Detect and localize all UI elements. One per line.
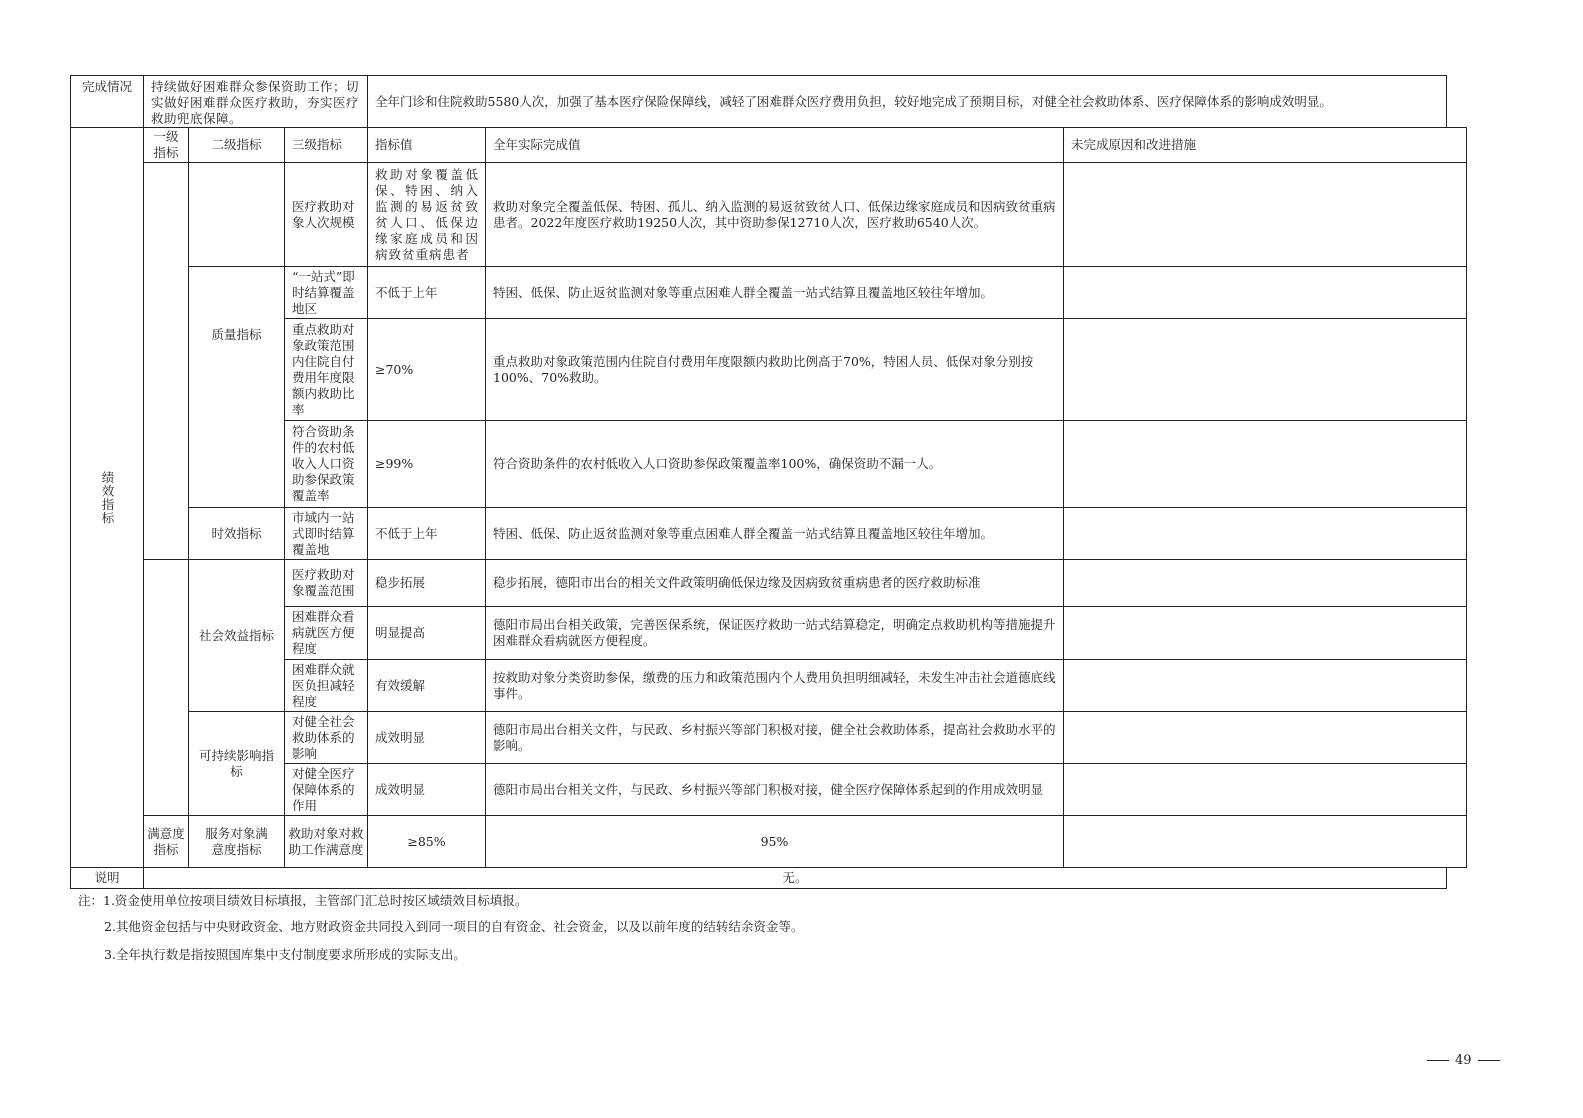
- row-actual: 特困、低保、防止返贫监测对象等重点困难人群全覆盖一站式结算且覆盖地区较往年增加。: [493, 525, 994, 541]
- section-label-text: 绩效指标: [100, 470, 115, 525]
- note-1: 注：1.资金使用单位按项目绩效目标填报，主管部门汇总时按区域绩效目标填报。: [78, 893, 528, 908]
- header-l1: 一级指标: [153, 129, 179, 160]
- row-l3: “一站式”即时结算覆盖地区: [292, 268, 355, 316]
- row-l3: 符合资助条件的农村低收入人口资助参保政策覆盖率: [292, 424, 355, 503]
- row-value: 不低于上年: [375, 284, 438, 300]
- row-actual: 救助对象完全覆盖低保、特困、孤儿、纳入监测的易返贫致贫人口、低保边缘家庭成员和因病致贫重病患者。2022年度医疗救助19250人次，其中资助参保12710人次，医疗救助6540人次。: [493, 198, 1056, 230]
- row-value: 有效缓解: [375, 677, 426, 693]
- group-sustain: 可持续影响指标: [198, 747, 274, 779]
- group-quality: 质量指标: [211, 327, 262, 342]
- summary-goal: 持续做好困难群众参保资助工作；切实做好困难群众医疗救助，夯实医疗救助兜底保障。: [151, 79, 360, 126]
- row-value: ≥70%: [375, 361, 414, 377]
- page-number-dash-right: [1478, 1060, 1500, 1061]
- note-2: 2.其他资金包括与中央财政资金、地方财政资金共同投入到同一项目的自有资金、社会资金，以及以前年度的结转结余资金等。: [104, 919, 804, 934]
- header-actual: 全年实际完成值: [493, 137, 581, 152]
- row-l3: 市域内一站式即时结算覆盖地: [292, 509, 355, 557]
- header-l2: 二级指标: [211, 137, 262, 152]
- row-reason: [1064, 319, 1466, 420]
- section-label: [71, 128, 143, 867]
- row-reason: [1064, 508, 1466, 559]
- summary-result: 全年门诊和住院救助5580人次，加强了基本医疗保险保障线，减轻了困难群众医疗费用负担，较好地完成了预期目标，对健全社会救助体系、医疗保障体系的影响成效明显。: [375, 93, 1332, 109]
- row-actual: 德阳市局出台相关政策，完善医保系统，保证医疗救助一站式结算稳定，明确定点救助机构等措施提升困难群众看病就医方便程度。: [493, 617, 1056, 648]
- header-reason: 未完成原因和改进措施: [1071, 137, 1197, 152]
- summary-label: 完成情况: [81, 79, 132, 94]
- remark-value: 无。: [782, 870, 808, 885]
- page-number: [1427, 1053, 1500, 1068]
- row-l3: 对健全社会救助体系的影响: [292, 713, 355, 761]
- row-reason: [1064, 816, 1466, 867]
- row-l3: 困难群众看病就医方便程度: [292, 609, 355, 656]
- row-reason: [1064, 267, 1466, 318]
- row-l3: 医疗救助对象人次规模: [292, 198, 355, 230]
- row-value: 成效明显: [375, 729, 426, 745]
- note-3: 3.全年执行数是指按照国库集中支付制度要求所形成的实际支出。: [104, 947, 466, 962]
- remark-label: 说明: [94, 870, 120, 885]
- group-satisfaction-l2: 服务对象满意度指标: [205, 825, 268, 857]
- header-value: 指标值: [375, 137, 413, 152]
- group-social: 社会效益指标: [198, 627, 274, 643]
- row-l3: 救助对象对救助工作满意度: [288, 825, 364, 857]
- row-actual: 95%: [760, 833, 789, 849]
- row-l3: 对健全医疗保障体系的作用: [292, 765, 355, 813]
- row-actual: 重点救助对象政策范围内住院自付费用年度限额内救助比例高于70%，特困人员、低保对象分别按100%、70%救助。: [493, 353, 1034, 385]
- row-value: 明显提高: [375, 625, 426, 640]
- row-l3: 重点救助对象政策范围内住院自付费用年度限额内救助比率: [292, 321, 355, 417]
- row-reason: [1064, 712, 1466, 763]
- row-value: 成效明显: [375, 781, 426, 797]
- row-value: 不低于上年: [375, 525, 438, 541]
- header-l3: 三级指标: [292, 137, 343, 152]
- row-l3: 医疗救助对象覆盖范围: [292, 567, 355, 598]
- row-actual: 特困、低保、防止返贫监测对象等重点困难人群全覆盖一站式结算且覆盖地区较往年增加。: [493, 284, 994, 300]
- page-number-dash-left: [1427, 1060, 1449, 1061]
- row-actual: 德阳市局出台相关文件，与民政、乡村振兴等部门积极对接，健全医疗保障体系起到的作用成效明显: [493, 781, 1044, 797]
- group-satisfaction-l1: 满意度指标: [147, 825, 185, 857]
- row-l3: 困难群众就医负担减轻程度: [292, 661, 355, 709]
- row-actual: 稳步拓展，德阳市出台的相关文件政策明确低保边缘及因病致贫重病患者的医疗救助标准: [493, 575, 981, 590]
- row-value: 救助对象覆盖低保、特困、纳入监测的易返贫致贫人口、低保边缘家庭成员和因病致贫重病患者: [375, 166, 479, 262]
- row-reason: [1064, 421, 1466, 507]
- row-reason: [1064, 607, 1466, 659]
- row-value: ≥85%: [407, 833, 446, 849]
- group-timeliness: 时效指标: [211, 525, 262, 541]
- row-actual: 按救助对象分类资助参保，缴费的压力和政策范围内个人费用负担明细减轻，未发生冲击社会道德底线事件。: [493, 669, 1056, 701]
- row-value: 稳步拓展: [375, 575, 426, 590]
- row-reason: [1064, 660, 1466, 711]
- row-reason: [1064, 163, 1466, 266]
- row-value: ≥99%: [375, 456, 414, 471]
- row-actual: 符合资助条件的农村低收入人口资助参保政策覆盖率100%，确保资助不漏一人。: [493, 456, 942, 471]
- row-actual: 德阳市局出台相关文件，与民政、乡村振兴等部门积极对接，健全社会救助体系，提高社会救助水平的影响。: [493, 721, 1056, 753]
- row-reason: [1064, 764, 1466, 815]
- row-reason: [1064, 560, 1466, 606]
- page-number-text: 49: [1455, 1053, 1472, 1068]
